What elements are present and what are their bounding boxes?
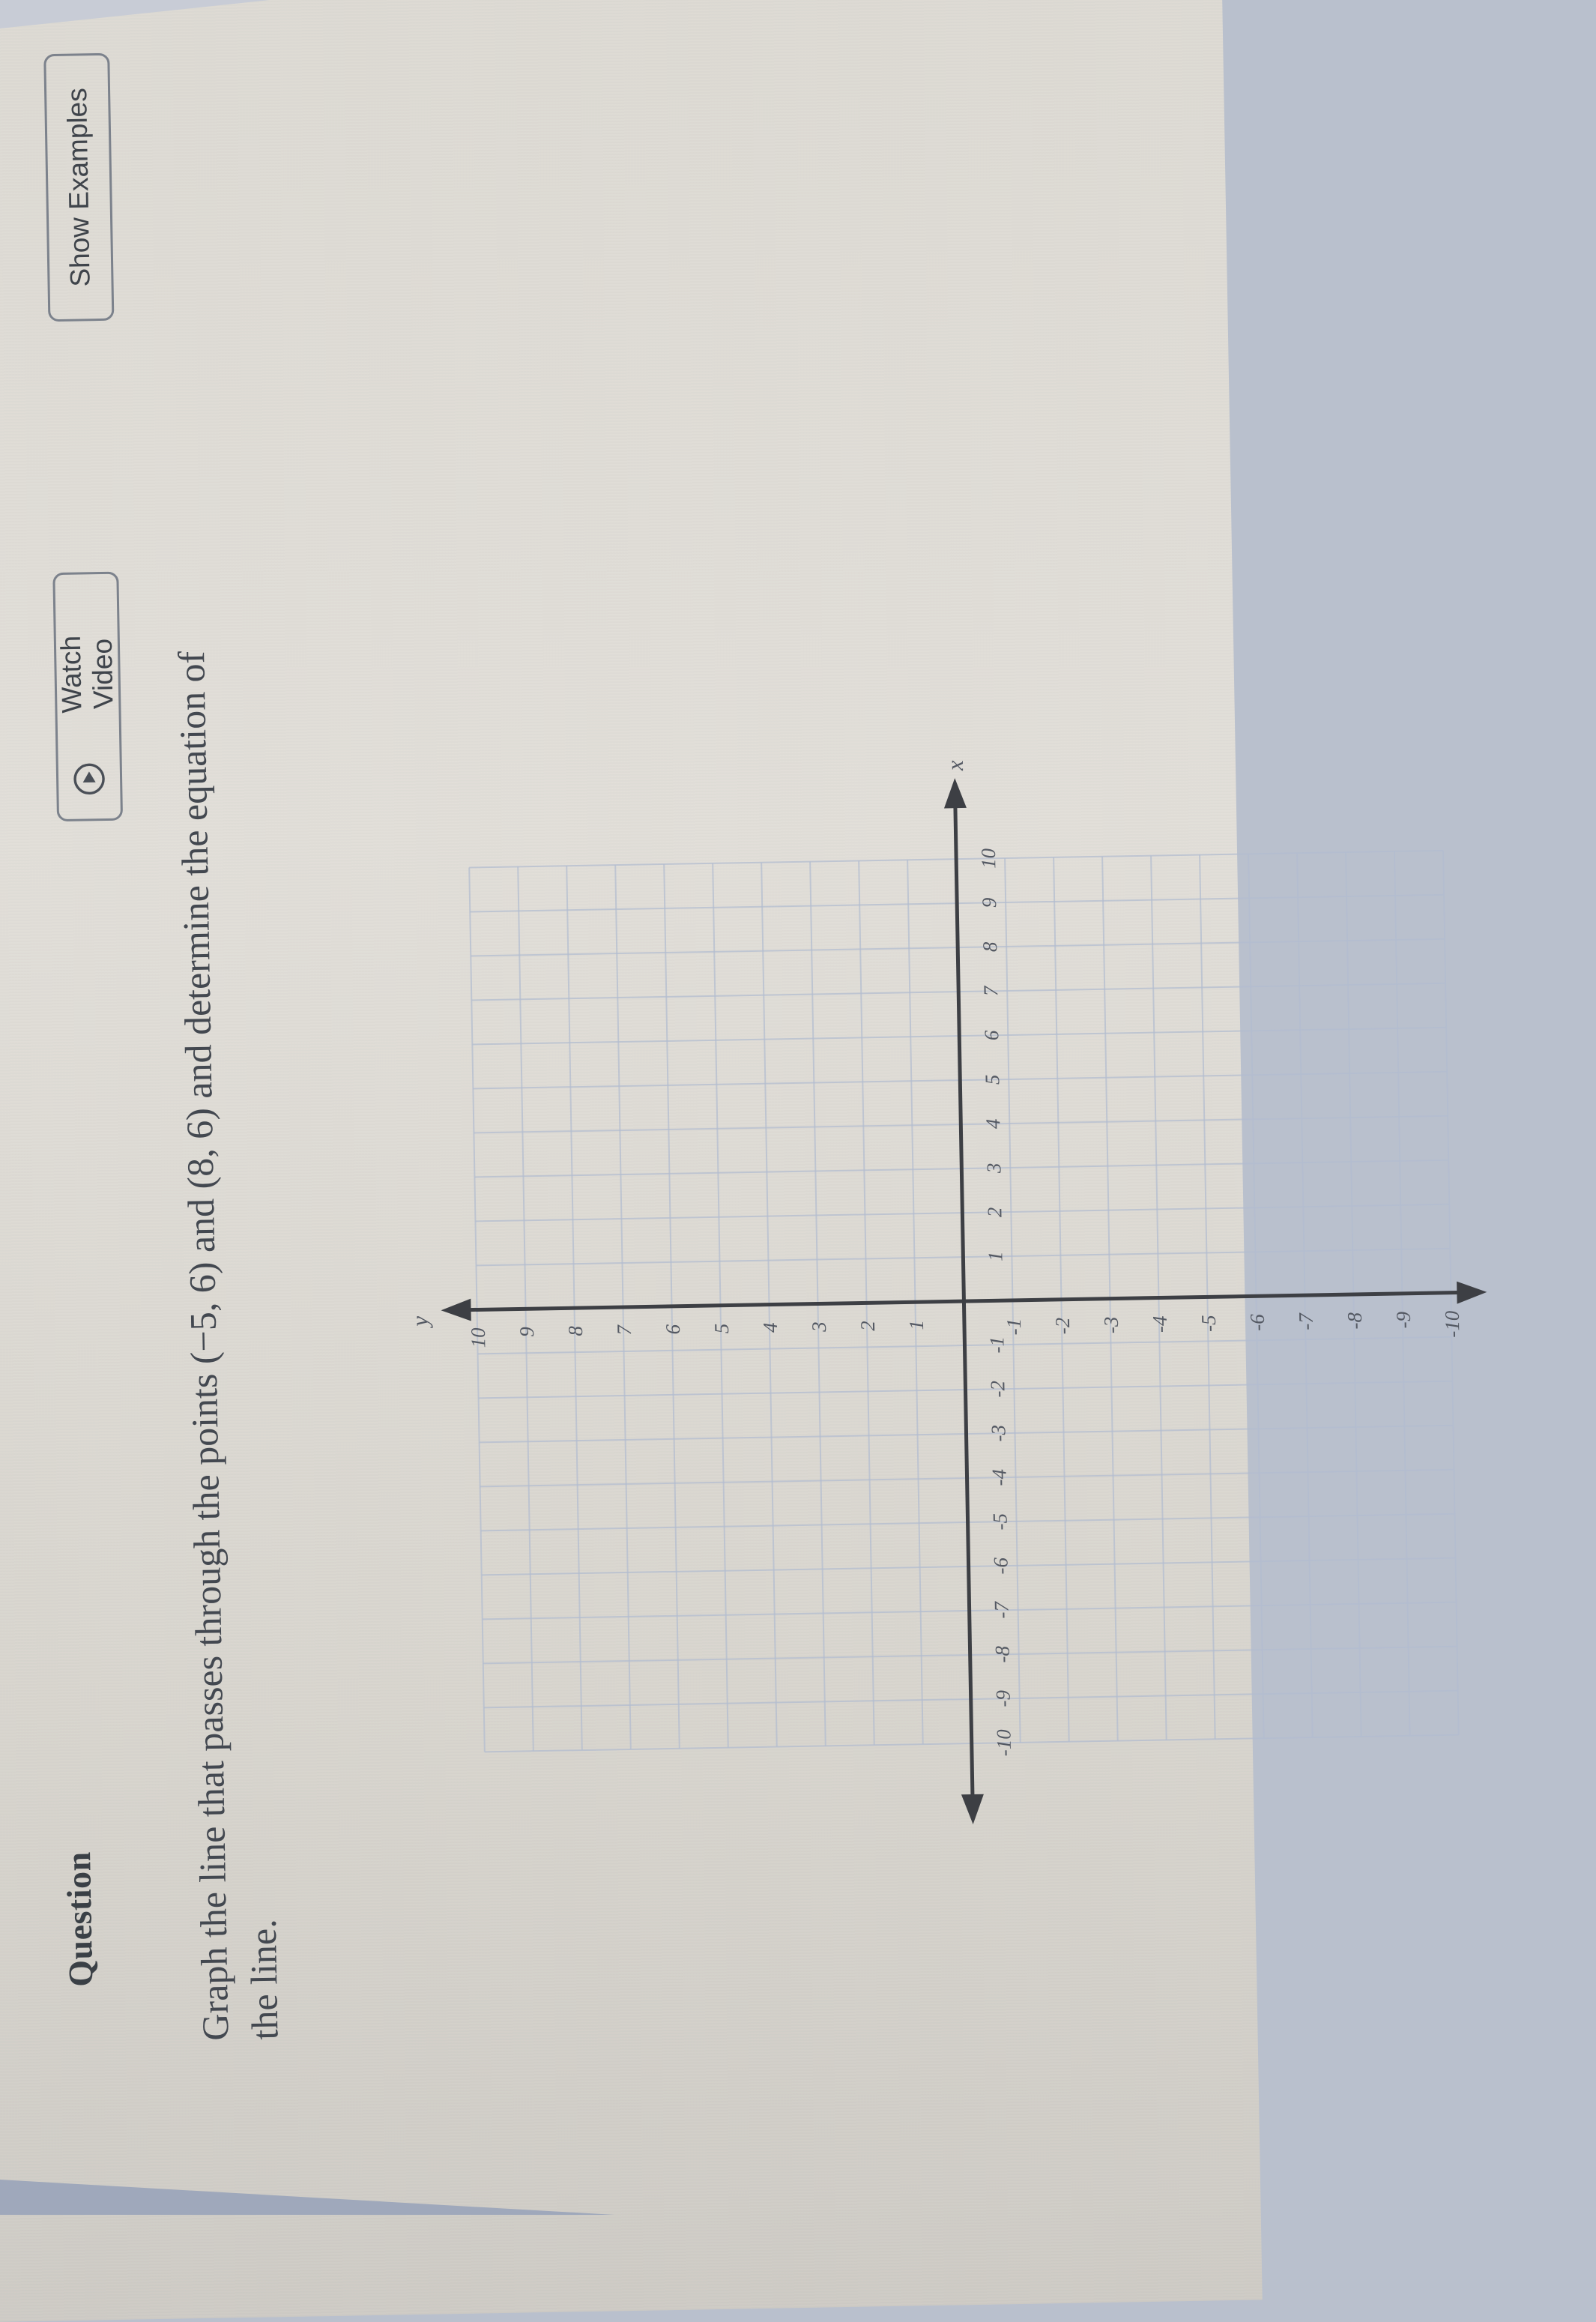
- y-tick-label: -3: [1099, 1316, 1123, 1334]
- x-tick-label: -3: [987, 1424, 1010, 1442]
- x-tick-label: -7: [990, 1601, 1013, 1619]
- y-tick-label: 6: [661, 1324, 685, 1335]
- x-tick-label: -9: [991, 1689, 1015, 1707]
- y-tick-label: 7: [612, 1324, 636, 1336]
- y-tick-label: -10: [1440, 1310, 1464, 1338]
- x-tick-label: 2: [983, 1207, 1006, 1218]
- coordinate-grid[interactable]: [351, 702, 1585, 1892]
- y-tick-label: 10: [466, 1327, 490, 1348]
- show-examples-button[interactable]: [43, 53, 114, 322]
- problem-text-line-2: the line.: [241, 1918, 286, 2041]
- x-tick-label: 3: [982, 1162, 1006, 1174]
- y-tick-label: 1: [904, 1319, 928, 1330]
- y-tick-label: -5: [1197, 1315, 1221, 1333]
- y-tick-label: -2: [1051, 1317, 1074, 1335]
- problem-text: [156, 61, 289, 2041]
- y-axis-up-arrow-icon: [441, 1299, 471, 1322]
- x-tick-label: 4: [982, 1118, 1005, 1130]
- y-axis-label: y: [406, 1315, 433, 1327]
- x-tick-label: -4: [988, 1468, 1011, 1486]
- x-axis-left-arrow-icon: [961, 1794, 985, 1825]
- x-tick-label: 7: [979, 986, 1003, 997]
- x-axis-label: x: [941, 760, 969, 771]
- x-tick-label: 6: [980, 1030, 1003, 1041]
- y-tick-label: -6: [1245, 1313, 1269, 1332]
- x-tick-label: -1: [985, 1336, 1009, 1354]
- x-axis-right-arrow-icon: [943, 778, 967, 809]
- x-tick-label: 1: [984, 1251, 1007, 1262]
- watch-video-button[interactable]: [52, 572, 123, 821]
- page-title: Question: [59, 1851, 100, 1988]
- x-tick-label: -2: [986, 1380, 1009, 1398]
- watch-video-label: Watch Video: [55, 635, 119, 714]
- y-tick-label: 8: [563, 1325, 587, 1336]
- x-tick-label: 8: [979, 941, 1002, 953]
- y-tick-label: 9: [515, 1327, 539, 1338]
- x-tick-label: -10: [992, 1728, 1016, 1757]
- show-examples-label: Show Examples: [61, 87, 96, 287]
- x-tick-label: -5: [988, 1513, 1012, 1531]
- y-tick-label: -8: [1343, 1312, 1367, 1330]
- x-tick-label: -6: [989, 1557, 1012, 1575]
- grid-svg: [351, 702, 1585, 1892]
- problem-text-line-1: Graph the line that passes through the points (−5, 6) and (8, 6) and determine the equation of: [170, 651, 237, 2042]
- y-tick-label: -1: [1002, 1318, 1026, 1336]
- y-axis-down-arrow-icon: [1457, 1281, 1487, 1304]
- y-tick-label: 4: [758, 1322, 782, 1333]
- y-tick-label: 2: [856, 1321, 880, 1332]
- y-tick-label: 3: [807, 1321, 831, 1333]
- play-circle-icon: [72, 762, 107, 797]
- x-tick-label: -8: [991, 1645, 1014, 1663]
- x-tick-label: 5: [981, 1074, 1004, 1085]
- x-tick-label: 10: [976, 848, 1000, 869]
- y-tick-label: -7: [1294, 1312, 1318, 1330]
- x-tick-label: 9: [978, 897, 1001, 908]
- y-tick-label: -9: [1391, 1311, 1415, 1329]
- y-tick-label: -4: [1148, 1315, 1172, 1333]
- y-tick-label: 5: [710, 1323, 734, 1334]
